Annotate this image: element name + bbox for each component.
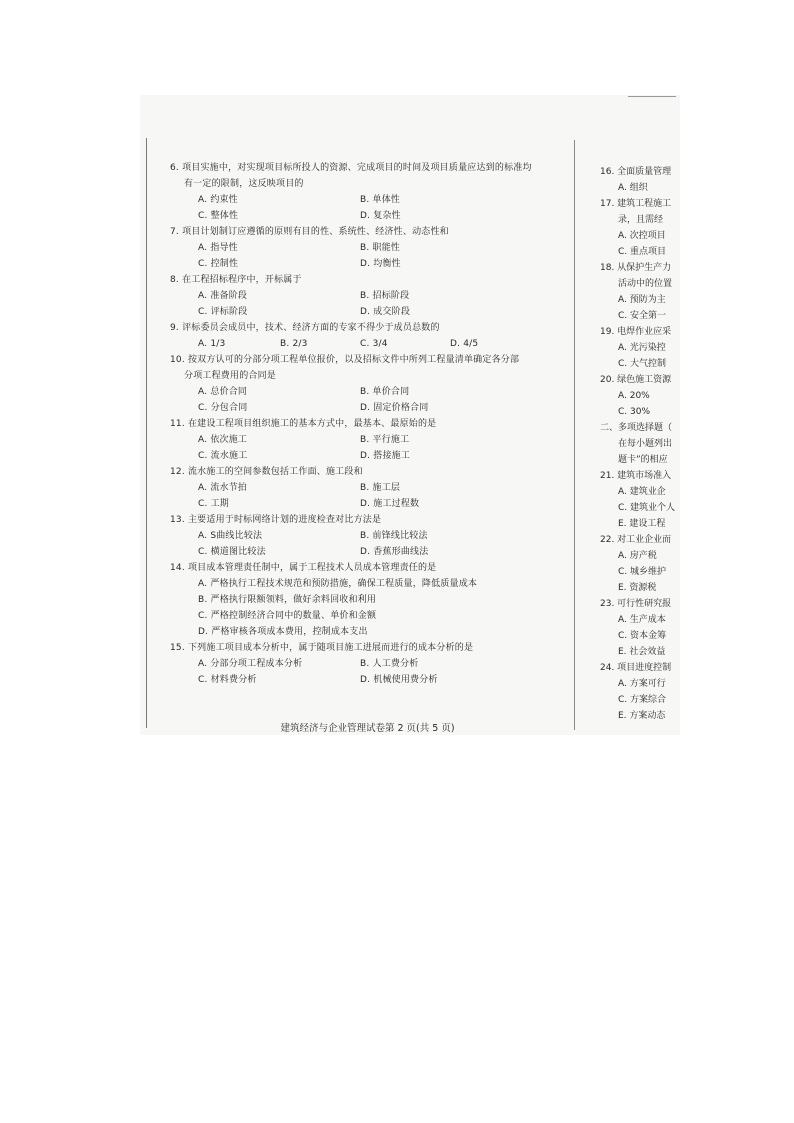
question-stem: 流水施工的空间参数包括工作面、施工段和 [187,467,363,477]
right-page-line: 18. 从保护生产力 [600,263,672,273]
question-13 [170,512,565,560]
option-d: D. 4/5 [450,339,479,349]
question-stem: 在建设工程项目组织施工的基本方式中，最基本、最原始的是 [187,419,437,429]
option-c: C. 分包合同 [198,403,248,413]
question-6 [170,160,565,224]
right-page-line: A. 次控项目 [618,231,666,241]
option-d: D. 严格审核各项成本费用，控制成本支出 [198,627,368,637]
right-page-line: E. 资源税 [618,583,657,593]
right-page-line: 24. 项目进度控制 [600,663,672,673]
question-number: 11. [170,419,185,429]
question-stem: 下列施工项目成本分析中，属于随项目施工进展而进行的成本分析的是 [187,643,474,653]
question-stem-cont: 有一定的限制，这反映项目的 [184,179,304,189]
option-b: B. 平行施工 [360,435,410,445]
right-page-line: 23. 可行性研究报 [600,599,672,609]
right-page-line: C. 30% [618,407,651,417]
right-page-line: 21. 建筑市场准入 [600,471,672,481]
option-b: B. 严格执行限额领料，做好余料回收和利用 [198,595,377,605]
option-b: B. 前锋线比较法 [360,531,428,541]
right-page-line: 活动中的位置 [618,279,673,289]
question-stem: 评标委员会成员中，技术、经济方面的专家不得少于成员总数的 [182,323,440,333]
option-a: A. 1/3 [198,339,226,349]
option-d: D. 复杂性 [360,211,401,221]
option-b: B. 单体性 [360,195,401,205]
option-a: A. 总价合同 [198,387,248,397]
question-number: 9. [170,323,179,333]
question-stem: 项目成本管理责任制中，属于工程技术人员成本管理责任的是 [187,563,437,573]
option-d: D. 搭接施工 [360,451,411,461]
option-b: B. 2/3 [280,339,308,349]
option-a: A. 严格执行工程技术规范和预防措施，确保工程质量，降低质量成本 [198,579,478,589]
right-page-line: C. 大气控制 [618,359,667,369]
option-b: B. 施工层 [360,483,401,493]
question-stem: 主要适用于时标网络计划的进度检查对比方法是 [187,515,382,525]
exam-page-right-partial [600,164,678,724]
question-9 [170,320,565,352]
right-page-line: C. 建筑业个人 [618,503,676,513]
option-c: C. 评标阶段 [198,307,248,317]
option-d: D. 均衡性 [360,259,401,269]
option-b: B. 招标阶段 [360,291,410,301]
right-page-line: 二、多项选择题（ [600,423,673,433]
question-number: 12. [170,467,185,477]
right-page-line: 题卡”的相应 [618,455,668,465]
option-d: D. 固定价格合同 [360,403,429,413]
right-page-line: E. 方案动态 [618,711,666,721]
option-a: A. 约束性 [198,195,238,205]
question-stem: 项目实施中，对实现项目标所投人的资源、完成项目的时间及项目质量应达到的标准均 [182,163,532,173]
option-d: D. 香蕉形曲线法 [360,547,429,557]
right-page-line: 17. 建筑工程施工 [600,199,672,209]
right-page-line: C. 重点项目 [618,247,667,257]
right-page-line: E. 社会效益 [618,647,666,657]
question-stem: 项目计划制订应遵循的原则有目的性、系统性、经济性、动态性和 [182,227,449,237]
option-c: C. 严格控制经济合同中的数量、单价和金额 [198,611,377,621]
right-page-line: 19. 电焊作业应采 [600,327,672,337]
question-number: 14. [170,563,185,573]
left-fold-line [146,138,147,728]
option-c: C. 流水施工 [198,451,248,461]
right-page-line: A. 建筑业企 [618,487,666,497]
question-11 [170,416,565,464]
option-c: C. 横道图比较法 [198,547,266,557]
question-number: 13. [170,515,185,525]
question-number: 8. [170,275,179,285]
option-d: D. 施工过程数 [360,499,420,509]
right-page-line: E. 建设工程 [618,519,666,529]
option-b: B. 单价合同 [360,387,410,397]
option-a: A. 流水节拍 [198,483,248,493]
right-page-line: A. 20% [618,391,650,401]
option-d: D. 机械使用费分析 [360,675,438,685]
option-a: A. S曲线比较法 [198,531,263,541]
option-b: B. 职能性 [360,243,401,253]
question-number: 10. [170,355,185,365]
exam-page-left [170,160,565,688]
right-page-line: A. 光污染控 [618,343,666,353]
question-7 [170,224,565,272]
right-page-line: C. 城乡维护 [618,567,667,577]
option-c: C. 控制性 [198,259,239,269]
right-page-line: 22. 对工业企业而 [600,535,672,545]
right-page-line: A. 方案可行 [618,679,666,689]
option-c: C. 材料费分析 [198,675,257,685]
question-14 [170,560,565,640]
scan-edge-line [628,96,676,97]
option-d: D. 成交阶段 [360,307,411,317]
right-page-line: A. 房产税 [618,551,657,561]
option-c: C. 工期 [198,499,230,509]
right-page-line: C. 安全第一 [618,311,667,321]
question-number: 7. [170,227,179,237]
right-fold-line [574,140,575,730]
right-page-line: 录，且需经 [618,215,664,225]
option-c: C. 整体性 [198,211,239,221]
question-stem-cont: 分项工程费用的合同是 [184,371,277,381]
right-page-line: 20. 绿色施工资源 [600,375,672,385]
option-b: B. 人工费分析 [360,659,419,669]
option-a: A. 准备阶段 [198,291,248,301]
page-footer: 建筑经济与企业管理试卷第 2 页(共 5 页) [280,723,455,734]
question-8 [170,272,565,320]
question-number: 15. [170,643,185,653]
question-stem: 按双方认可的分部分项工程单位报价，以及招标文件中所列工程量清单确定各分部 [187,355,520,365]
right-page-line: A. 组织 [618,183,648,193]
option-a: A. 分部分项工程成本分析 [198,659,303,669]
option-a: A. 指导性 [198,243,238,253]
right-page-line: C. 方案综合 [618,695,667,705]
right-page-line: 16. 全面质量管理 [600,167,672,177]
question-number: 6. [170,163,179,173]
question-stem: 在工程招标程序中，开标属于 [182,275,302,285]
question-10 [170,352,565,416]
right-page-line: A. 预防为主 [618,295,666,305]
right-page-line: 在每小题列出 [618,439,673,449]
right-page-line: A. 生产成本 [618,615,666,625]
right-page-line: C. 资本金筹 [618,631,667,641]
option-a: A. 依次施工 [198,435,248,445]
question-12 [170,464,565,512]
option-c: C. 3/4 [360,339,388,349]
question-15 [170,640,565,688]
